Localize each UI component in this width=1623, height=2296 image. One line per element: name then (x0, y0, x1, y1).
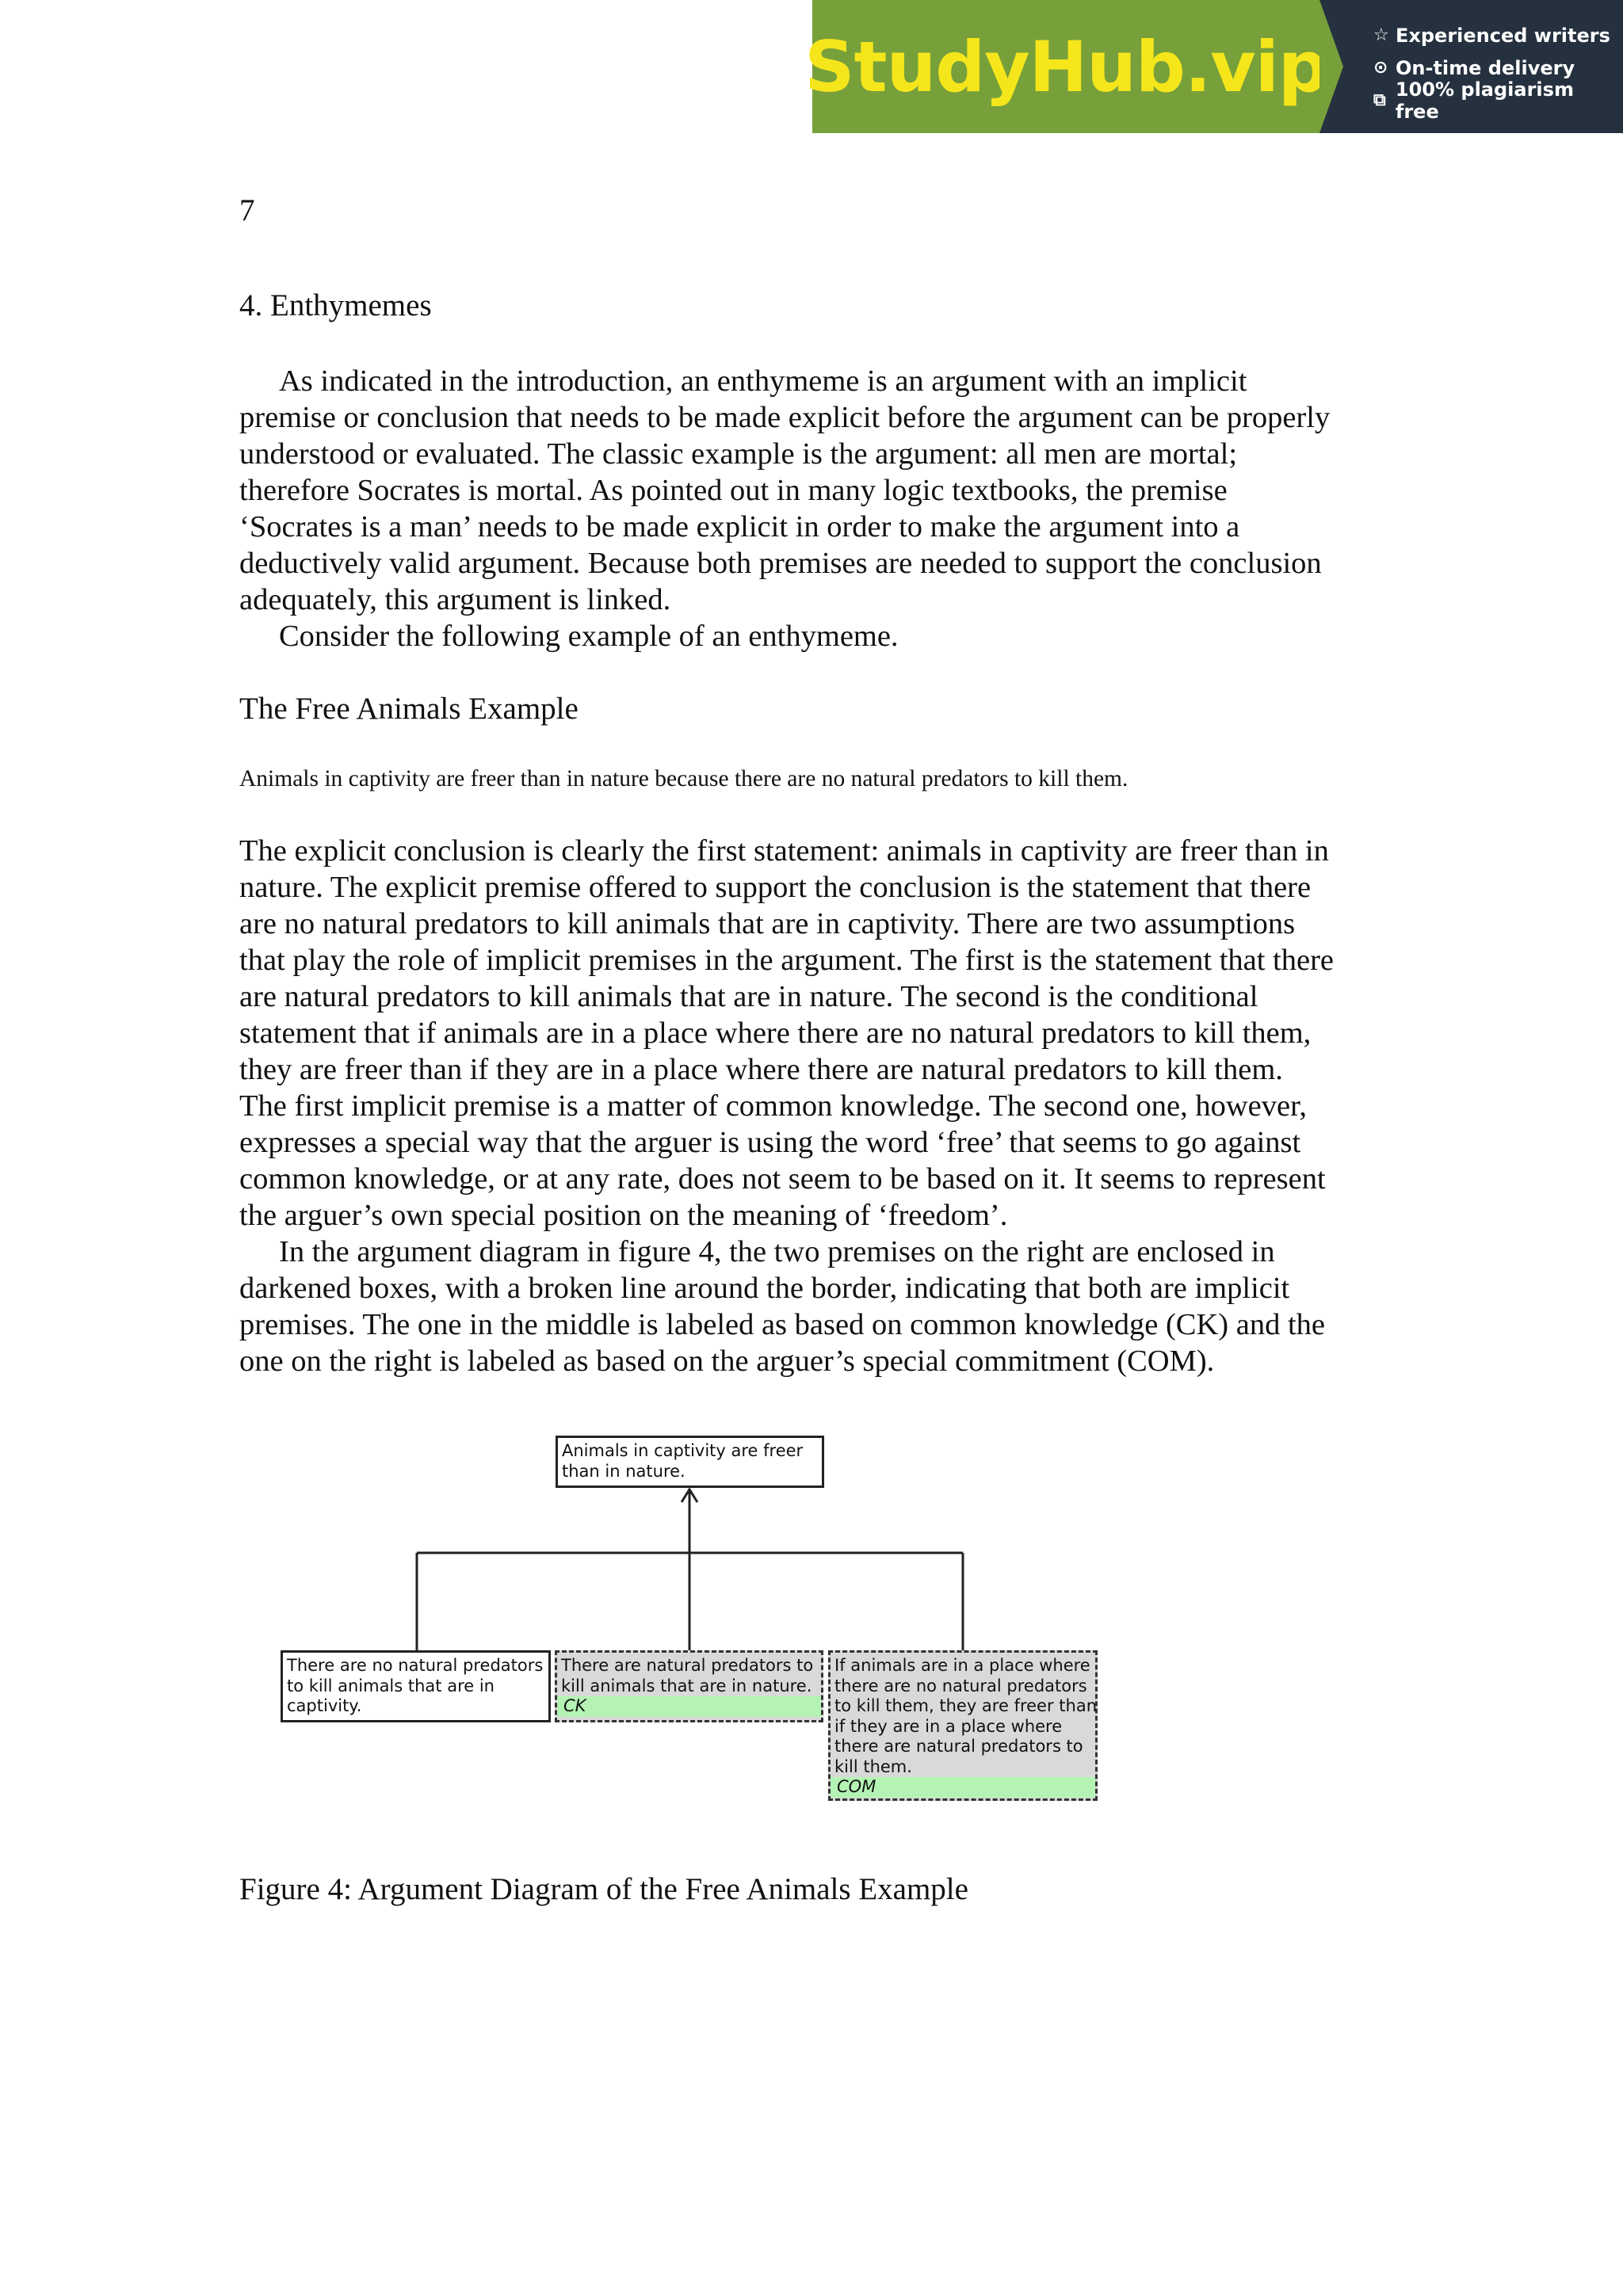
copy-icon: ⧉ (1373, 90, 1386, 110)
implicit-premise-ck-box (555, 1650, 823, 1722)
text-line: deductively valid argument. Because both premises are needed to support the conclusion (239, 547, 1322, 580)
box-text-line: if they are in a place where (834, 1716, 1063, 1736)
box-text-line: to kill animals that are in (287, 1676, 495, 1695)
box-text-line: kill animals that are in nature. (561, 1676, 812, 1695)
page-number: 7 (239, 193, 255, 227)
ad-banner[interactable] (804, 0, 1623, 133)
text-line: statement that if animals are in a place where there are no natural predators to kill them, (239, 1016, 1312, 1050)
banner-features (1319, 0, 1623, 133)
paragraph-analysis (239, 833, 1396, 1379)
box-text-line: there are no natural predators (834, 1676, 1087, 1695)
box-text-line: There are natural predators to (561, 1656, 814, 1675)
text-line: the arguer’s own special position on the meaning of ‘freedom’. (239, 1199, 1008, 1232)
text-line: are no natural predators to kill animals that are in captivity. There are two assumptions (239, 907, 1296, 940)
box-text-line: to kill them, they are freer than (834, 1696, 1098, 1715)
box-text-line: kill them. (834, 1756, 912, 1776)
text-line: The explicit conclusion is clearly the first statement: animals in captivity are freer than in (239, 834, 1329, 868)
text-line: common knowledge, or at any rate, does not seem to be based on it. It seems to represent (239, 1162, 1326, 1196)
ck-tag: CK (557, 1696, 821, 1717)
feature-text: 100% plagiarism free (1395, 78, 1574, 123)
paragraph-intro (239, 363, 1396, 654)
box-text-line: there are natural predators to (834, 1737, 1083, 1756)
box-text-line: Animals in captivity are freer (562, 1441, 804, 1460)
section-heading: 4. Enthymemes (239, 288, 432, 322)
text-line: As indicated in the introduction, an enthymeme is an argument with an implicit (279, 364, 1247, 398)
box-text-line: captivity. (287, 1696, 362, 1715)
conclusion-box (556, 1436, 824, 1488)
text-line: Consider the following example of an enthymeme. (279, 620, 899, 653)
arrow-head (682, 1489, 697, 1502)
figure-caption: Figure 4: Argument Diagram of the Free Animals Example (239, 1872, 968, 1906)
explicit-premise-box (281, 1650, 551, 1722)
text-line: therefore Socrates is mortal. As pointed out in many logic textbooks, the premise (239, 474, 1228, 507)
text-line: are natural predators to kill animals that are in nature. The second is the conditional (239, 980, 1258, 1013)
text-line: expresses a special way that the arguer is using the word ‘free’ that seems to go against (239, 1126, 1301, 1159)
feature-plagiarism-free (1373, 78, 1623, 123)
box-text-line: There are no natural predators (287, 1656, 544, 1675)
star-icon: ☆ (1373, 25, 1389, 45)
text-line: In the argument diagram in figure 4, the two premises on the right are enclosed in (279, 1235, 1275, 1268)
implicit-premise-com-box (828, 1650, 1098, 1801)
clock-icon: ⊙ (1373, 58, 1388, 78)
studyhub-logo[interactable] (804, 0, 1327, 133)
example-quote: Animals in captivity are freer than in nature because there are no natural predators to kill them. (239, 766, 1128, 791)
feature-experienced-writers (1373, 19, 1623, 51)
com-tag: COM (831, 1777, 1095, 1798)
text-line: adequately, this argument is linked. (239, 583, 671, 616)
feature-text: On-time delivery (1396, 56, 1575, 79)
text-line: ‘Socrates is a man’ needs to be made explicit in order to make the argument into a (239, 510, 1240, 543)
text-line: they are freer than if they are in a place where there are natural predators to kill them. (239, 1053, 1283, 1086)
text-line: understood or evaluated. The classic example is the argument: all men are mortal; (239, 437, 1238, 471)
box-text-line: If animals are in a place where (834, 1656, 1090, 1675)
example-title: The Free Animals Example (239, 692, 579, 726)
text-line: one on the right is labeled as based on the arguer’s special commitment (COM). (239, 1344, 1215, 1378)
text-line: nature. The explicit premise offered to support the conclusion is the statement that there (239, 871, 1312, 904)
text-line: darkened boxes, with a broken line around the border, indicating that both are implicit (239, 1272, 1290, 1305)
logo-text: StudyHub.vip (804, 25, 1327, 108)
box-text-line: than in nature. (562, 1461, 685, 1481)
text-line: The first implicit premise is a matter of common knowledge. The second one, however, (239, 1089, 1308, 1123)
feature-text: Experienced writers (1396, 24, 1610, 47)
text-line: premise or conclusion that needs to be made explicit before the argument can be properly (239, 401, 1331, 434)
text-line: premises. The one in the middle is labeled as based on common knowledge (CK) and the (239, 1308, 1325, 1341)
text-line: that play the role of implicit premises in the argument. The first is the statement that there (239, 944, 1334, 977)
